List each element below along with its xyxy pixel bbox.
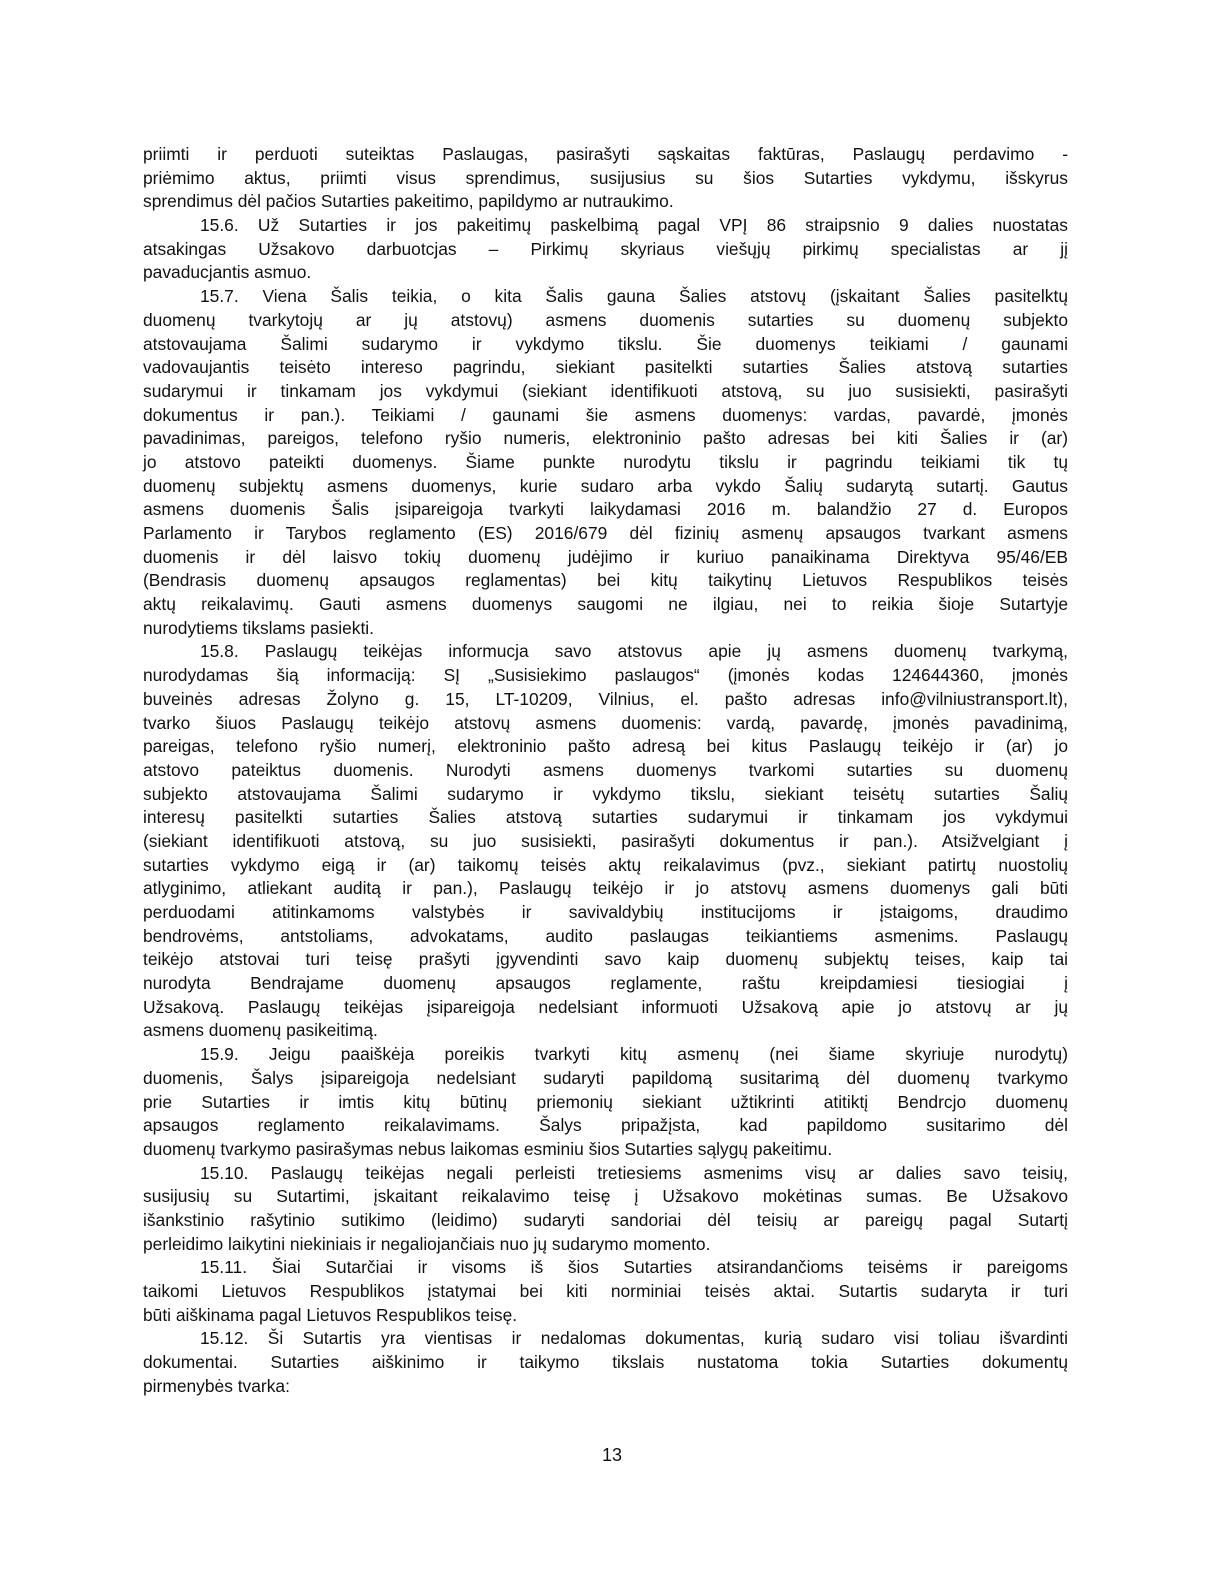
- text-line: aktų reikalavimų. Gauti asmens duomenys saugomi ne ilgiau, nei to reikia šioje Sutartyje: [143, 594, 1068, 615]
- text-line: interesų pasitelkti sutarties Šalies atstovą sutarties sudarymui ir tinkamam jos vykdymui: [143, 807, 1068, 828]
- page-number: 13: [601, 1445, 623, 1465]
- text-line: 15.10. Paslaugų teikėjas negali perleisti tretiesiems asmenims visų ar dalies savo teisių,: [200, 1162, 1068, 1183]
- text-line: dokumentai. Sutarties aiškinimo ir taikymo tikslais nustatoma tokia Sutarties dokumentų: [143, 1352, 1068, 1373]
- document-body: [143, 143, 1068, 1398]
- text-line: 15.9. Jeigu paaiškėja poreikis tvarkyti kitų asmenų (nei šiame skyriuje nurodytų): [200, 1044, 1068, 1065]
- text-line: nurodytiems tikslams pasiekti.: [143, 617, 374, 638]
- text-line: dokumentus ir pan.). Teikiami / gaunami šie asmens duomenys: vardas, pavardė, įmonės: [143, 404, 1068, 425]
- text-line: išankstinio rašytinio sutikimo (leidimo) sudaryti sandoriai dėl teisių ar pareigų pagal Sutartį: [143, 1209, 1068, 1230]
- paragraph: [143, 143, 1068, 214]
- text-line: pirmenybės tvarka:: [143, 1375, 290, 1396]
- text-line: atstovaujama Šalimi sudarymo ir vykdymo tikslu. Šie duomenys teikiami / gaunami: [143, 333, 1068, 354]
- text-line: 15.12. Ši Sutartis yra vientisas ir nedalomas dokumentas, kurią sudaro visi toliau išvardinti: [200, 1328, 1068, 1349]
- text-line: sudarymui ir tinkamam jos vykdymui (siekiant identifikuoti atstovą, su juo susisiekti, pasirašyti: [143, 380, 1068, 401]
- text-line: 15.8. Paslaugų teikėjas informucja savo atstovus apie jų asmens duomenų tvarkymą,: [200, 641, 1068, 662]
- text-line: vadovaujantis teisėto intereso pagrindu, siekiant pasitelkti sutarties Šalies atstovą sutarties: [143, 357, 1068, 378]
- paragraph: [143, 640, 1068, 1043]
- text-line: 15.6. Už Sutarties ir jos pakeitimų paskelbimą pagal VPĮ 86 straipsnio 9 dalies nuostatas: [200, 215, 1068, 236]
- text-line: duomenų tvarkytojų ar jų atstovų) asmens duomenis sutarties su duomenų subjekto: [143, 309, 1068, 330]
- text-line: duomenis ir dėl laisvo tokių duomenų judėjimo ir kuriuo panaikinama Direktyva 95/46/EB: [143, 546, 1068, 567]
- text-line: atstovo pateiktus duomenis. Nurodyti asmens duomenys tvarkomi sutarties su duomenų: [143, 759, 1068, 780]
- text-line: (siekiant identifikuoti atstovą, su juo susisiekti, pasirašyti dokumentus ir pan.). Atsižvelgiant į: [143, 830, 1068, 851]
- text-line: duomenis, Šalys įsipareigoja nedelsiant sudaryti papildomą susitarimą dėl duomenų tvarkymo: [143, 1067, 1068, 1088]
- text-line: tvarko šiuos Paslaugų teikėjo atstovų asmens duomenis: vardą, pavardę, įmonės pavadinimą,: [143, 712, 1068, 733]
- text-line: priėmimo aktus, priimti visus sprendimus, susijusius su šios Sutarties vykdymu, išskyrus: [143, 167, 1068, 188]
- text-line: taikomi Lietuvos Respublikos įstatymai bei kiti norminiai teisės aktai. Sutartis sudaryta ir turi: [143, 1281, 1068, 1301]
- text-line: pareigas, telefono ryšio numerį, elektroninio pašto adresą bei kitus Paslaugų teikėjo ir (ar) jo: [143, 736, 1068, 757]
- paragraph: [143, 214, 1068, 285]
- paragraph: [143, 1162, 1068, 1257]
- text-line: apsaugos reglamento reikalavimams. Šalys pripažįsta, kad papildomo susitarimo dėl: [143, 1115, 1068, 1136]
- text-line: buveinės adresas Žolyno g. 15, LT-10209, Vilnius, el. pašto adresas info@vilniustransport.lt),: [143, 688, 1068, 709]
- text-line: pavaducjantis asmuo.: [143, 262, 312, 283]
- paragraph: [143, 1327, 1068, 1398]
- text-line: sprendimus dėl pačios Sutarties pakeitimo, papildymo ar nutraukimo.: [143, 191, 674, 212]
- text-line: būti aiškinama pagal Lietuvos Respublikos teisę.: [143, 1304, 518, 1325]
- text-line: (Bendrasis duomenų apsaugos reglamentas) bei kitų taikytinų Lietuvos Respublikos teisės: [143, 570, 1068, 591]
- text-line: perduodami atitinkamoms valstybės ir savivaldybių institucijoms ir įstaigoms, draudimo: [143, 902, 1068, 922]
- text-line: 15.11. Šiai Sutarčiai ir visoms iš šios Sutarties atsirandančioms teisėms ir pareigoms: [200, 1257, 1068, 1278]
- text-line: atlyginimo, atliekant auditą ir pan.), Paslaugų teikėjo ir jo atstovų asmens duomenys gali būti: [143, 878, 1068, 899]
- text-line: atsakingas Užsakovo darbuotcjas – Pirkimų skyriaus viešųjų pirkimų specialistas ar jį: [143, 238, 1068, 259]
- text-line: teikėjo atstovai turi teisę prašyti įgyvendinti savo kaip duomenų subjektų teises, kaip tai: [143, 949, 1068, 970]
- text-line: subjekto atstovaujama Šalimi sudarymo ir vykdymo tikslu, siekiant teisėtų sutarties Šalių: [143, 783, 1068, 804]
- paragraph: [143, 1256, 1068, 1327]
- text-line: perleidimo laikytini niekiniais ir negaliojančiais nuo jų sudarymo momento.: [143, 1233, 711, 1254]
- text-line: duomenų subjektų asmens duomenys, kurie sudaro arba vykdo Šalių sudarytą sutartį. Gautus: [143, 475, 1068, 496]
- text-line: priimti ir perduoti suteiktas Paslaugas, pasirašyti sąskaitas faktūras, Paslaugų perdavimo -: [143, 144, 1068, 164]
- text-line: nurodydamas šią informaciją: SĮ „Susisiekimo paslaugos“ (įmonės kodas 124644360, įmonės: [143, 665, 1068, 686]
- paragraph: [143, 1043, 1068, 1161]
- text-line: Parlamento ir Tarybos reglamento (ES) 2016/679 dėl fizinių asmenų apsaugos tvarkant asmens: [143, 523, 1068, 543]
- text-line: prie Sutarties ir imtis kitų būtinų priemonių siekiant užtikrinti atitiktį Bendrcjo duomenų: [143, 1091, 1068, 1112]
- text-line: asmens duomenis Šalis įsipareigoja tvarkyti laikydamasi 2016 m. balandžio 27 d. Europos: [143, 499, 1068, 520]
- text-line: sutarties vykdymo eigą ir (ar) taikomų teisės aktų reikalavimus (pvz., siekiant patirtų nuostolių: [143, 854, 1068, 875]
- text-line: susijusių su Sutartimi, įskaitant reikalavimo teisę į Užsakovo mokėtinas sumas. Be Užsakovo: [143, 1186, 1068, 1207]
- text-line: pavadinimas, pareigos, telefono ryšio numeris, elektroninio pašto adresas bei kiti Šalies ir (ar): [143, 428, 1068, 449]
- text-line: nurodyta Bendrajame duomenų apsaugos reglamente, raštu kreipdamiesi tiesiogiai į: [143, 973, 1068, 994]
- text-line: duomenų tvarkymo pasirašymas nebus laikomas esminiu šios Sutarties sąlygų pakeitimu.: [143, 1138, 833, 1159]
- text-line: 15.7. Viena Šalis teikia, o kita Šalis gauna Šalies atstovų (įskaitant Šalies pasitelktų: [200, 286, 1068, 307]
- text-line: jo atstovo pateikti duomenys. Šiame punkte nurodytu tikslu ir pagrindu teikiami tik tų: [143, 451, 1068, 472]
- text-line: bendrovėms, antstoliams, advokatams, audito paslaugas teikiantiems asmenims. Paslaugų: [143, 925, 1068, 946]
- paragraph: [143, 285, 1068, 640]
- text-line: Užsakovą. Paslaugų teikėjas įsipareigoja nedelsiant informuoti Užsakovą apie jo atstovų ar jų: [143, 996, 1068, 1017]
- text-line: asmens duomenų pasikeitimą.: [143, 1020, 378, 1041]
